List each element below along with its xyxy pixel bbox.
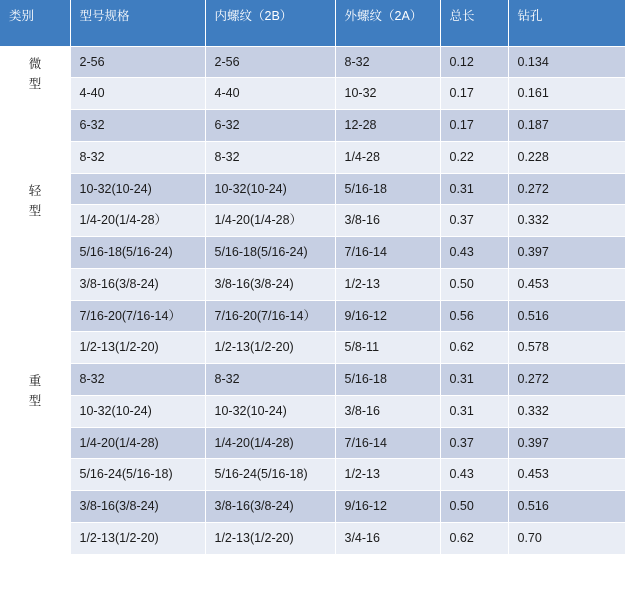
cell-length: 0.12 <box>440 46 508 78</box>
cell-internal: 8-32 <box>205 364 335 396</box>
cell-length: 0.31 <box>440 364 508 396</box>
cell-internal: 7/16-20(7/16-14） <box>205 300 335 332</box>
cell-external: 9/16-12 <box>335 300 440 332</box>
cell-drill: 0.453 <box>508 459 625 491</box>
cell-external: 8-32 <box>335 46 440 78</box>
cell-internal: 6-32 <box>205 110 335 142</box>
cell-model: 1/4-20(1/4-28) <box>70 427 205 459</box>
cell-drill: 0.272 <box>508 364 625 396</box>
column-header-category: 类别 <box>0 0 70 46</box>
cell-internal: 1/4-20(1/4-28） <box>205 205 335 237</box>
cell-model: 5/16-18(5/16-24) <box>70 237 205 269</box>
cell-internal: 3/8-16(3/8-24) <box>205 491 335 523</box>
column-header-model: 型号规格 <box>70 0 205 46</box>
cell-drill: 0.516 <box>508 491 625 523</box>
table-row <box>0 141 625 173</box>
cell-length: 0.17 <box>440 78 508 110</box>
cell-model: 10-32(10-24) <box>70 395 205 427</box>
cell-length: 0.62 <box>440 332 508 364</box>
category-label-1-char1: 型 <box>28 203 42 218</box>
cell-model: 1/2-13(1/2-20) <box>70 522 205 554</box>
table-row <box>0 237 625 269</box>
table-row <box>0 110 625 142</box>
category-cell-2 <box>0 364 70 555</box>
cell-length: 0.50 <box>440 491 508 523</box>
cell-internal: 8-32 <box>205 141 335 173</box>
cell-drill: 0.332 <box>508 395 625 427</box>
cell-length: 0.22 <box>440 141 508 173</box>
table-header <box>0 0 625 46</box>
cell-external: 7/16-14 <box>335 427 440 459</box>
table-row <box>0 427 625 459</box>
cell-model: 1/2-13(1/2-20) <box>70 332 205 364</box>
cell-external: 3/8-16 <box>335 395 440 427</box>
table-row <box>0 459 625 491</box>
cell-drill: 0.228 <box>508 141 625 173</box>
cell-drill: 0.70 <box>508 522 625 554</box>
cell-drill: 0.134 <box>508 46 625 78</box>
cell-drill: 0.397 <box>508 427 625 459</box>
cell-drill: 0.516 <box>508 300 625 332</box>
header-row <box>0 0 625 46</box>
column-header-drill: 钻孔 <box>508 0 625 46</box>
table-row <box>0 395 625 427</box>
cell-internal: 10-32(10-24) <box>205 173 335 205</box>
cell-drill: 0.397 <box>508 237 625 269</box>
cell-internal: 2-56 <box>205 46 335 78</box>
cell-external: 3/4-16 <box>335 522 440 554</box>
cell-length: 0.17 <box>440 110 508 142</box>
cell-internal: 5/16-24(5/16-18) <box>205 459 335 491</box>
table-row <box>0 491 625 523</box>
cell-length: 0.56 <box>440 300 508 332</box>
cell-length: 0.31 <box>440 395 508 427</box>
table-row <box>0 78 625 110</box>
cell-model: 3/8-16(3/8-24) <box>70 491 205 523</box>
table-row <box>0 173 625 205</box>
category-label-0-char1: 型 <box>28 76 42 91</box>
cell-length: 0.37 <box>440 205 508 237</box>
cell-external: 7/16-14 <box>335 237 440 269</box>
table-body <box>0 46 625 554</box>
cell-length: 0.62 <box>440 522 508 554</box>
cell-model: 8-32 <box>70 364 205 396</box>
cell-internal: 3/8-16(3/8-24) <box>205 268 335 300</box>
cell-external: 9/16-12 <box>335 491 440 523</box>
table-row <box>0 46 625 78</box>
cell-model: 4-40 <box>70 78 205 110</box>
cell-length: 0.31 <box>440 173 508 205</box>
column-header-total-length: 总长 <box>440 0 508 46</box>
cell-drill: 0.332 <box>508 205 625 237</box>
category-label-0-char0: 微 <box>28 56 42 71</box>
cell-external: 1/4-28 <box>335 141 440 173</box>
cell-length: 0.50 <box>440 268 508 300</box>
table-row <box>0 364 625 396</box>
table-row <box>0 300 625 332</box>
cell-model: 7/16-20(7/16-14） <box>70 300 205 332</box>
cell-external: 10-32 <box>335 78 440 110</box>
cell-internal: 10-32(10-24) <box>205 395 335 427</box>
cell-internal: 1/2-13(1/2-20) <box>205 332 335 364</box>
cell-drill: 0.453 <box>508 268 625 300</box>
cell-external: 5/16-18 <box>335 364 440 396</box>
cell-length: 0.43 <box>440 237 508 269</box>
table-row <box>0 205 625 237</box>
category-cell-0 <box>0 46 70 173</box>
cell-internal: 4-40 <box>205 78 335 110</box>
column-header-external-thread: 外螺纹（2A） <box>335 0 440 46</box>
column-header-internal-thread: 内螺纹（2B） <box>205 0 335 46</box>
cell-external: 3/8-16 <box>335 205 440 237</box>
cell-internal: 5/16-18(5/16-24) <box>205 237 335 269</box>
cell-drill: 0.578 <box>508 332 625 364</box>
cell-model: 5/16-24(5/16-18) <box>70 459 205 491</box>
cell-model: 8-32 <box>70 141 205 173</box>
table-row <box>0 522 625 554</box>
cell-model: 3/8-16(3/8-24) <box>70 268 205 300</box>
cell-model: 10-32(10-24) <box>70 173 205 205</box>
cell-drill: 0.187 <box>508 110 625 142</box>
category-label-1-char0: 轻 <box>28 183 42 198</box>
category-cell-1 <box>0 173 70 364</box>
table-row <box>0 332 625 364</box>
cell-drill: 0.272 <box>508 173 625 205</box>
cell-length: 0.37 <box>440 427 508 459</box>
cell-external: 5/8-11 <box>335 332 440 364</box>
cell-external: 1/2-13 <box>335 268 440 300</box>
cell-external: 5/16-18 <box>335 173 440 205</box>
cell-internal: 1/2-13(1/2-20) <box>205 522 335 554</box>
cell-external: 12-28 <box>335 110 440 142</box>
cell-model: 6-32 <box>70 110 205 142</box>
cell-length: 0.43 <box>440 459 508 491</box>
cell-model: 2-56 <box>70 46 205 78</box>
cell-model: 1/4-20(1/4-28） <box>70 205 205 237</box>
cell-drill: 0.161 <box>508 78 625 110</box>
table-row <box>0 268 625 300</box>
cell-external: 1/2-13 <box>335 459 440 491</box>
category-label-2-char1: 型 <box>28 394 42 409</box>
category-label-2-char0: 重 <box>28 374 42 388</box>
cell-internal: 1/4-20(1/4-28) <box>205 427 335 459</box>
